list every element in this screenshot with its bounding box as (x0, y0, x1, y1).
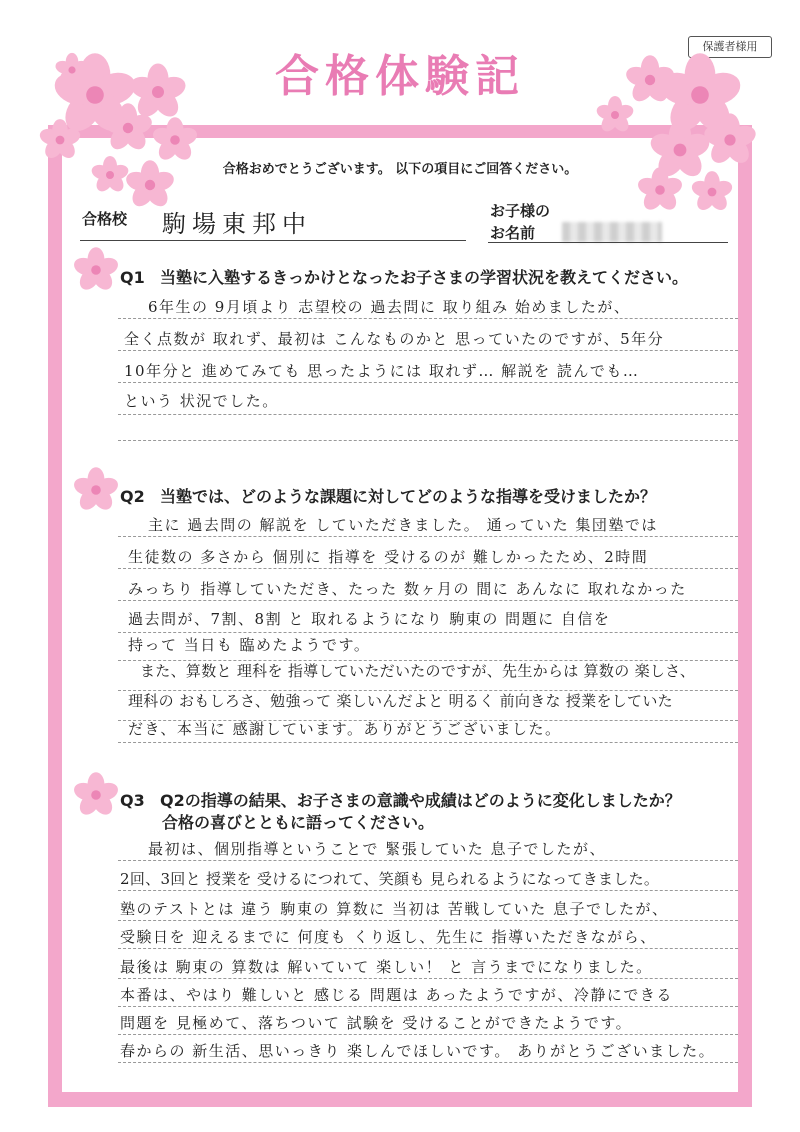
school-underline (80, 240, 466, 241)
q3-question-line-2: 合格の喜びとともに語ってください。 (162, 813, 435, 832)
q3-answer-line: 受験日を 迎えるまでに 何度も くり返し、先生に 指導いただきながら、 (120, 928, 657, 946)
q3-rule-6 (118, 1006, 738, 1007)
q2-number: Q2 (120, 487, 145, 506)
q3-number: Q3 (120, 791, 145, 810)
q2-rule-1 (118, 536, 738, 537)
q1-rule-2 (118, 350, 738, 351)
q3-question-text: Q2の指導の結果、お子さまの意識や成績はどのように変化しましたか？ (160, 791, 681, 810)
q2-rule-3 (118, 600, 738, 601)
q2-answer-line: また、算数と 理科を 指導していただいたのですが、先生からは 算数の 楽しさ、 (140, 662, 696, 680)
intro-text: 合格おめでとうございます。 以下の項目にご回答ください。 (222, 162, 578, 177)
q3-answer-line: 最初は、個別指導ということで 緊張していた 息子でしたが、 (148, 840, 607, 858)
q1-answer-line: 全く点数が 取れず、最初は こんなものかと 思っていたのですが、5年分 (124, 330, 665, 348)
q2-answer-line: みっちり 指導していただき、たった 数ヶ月の 間に あんなに 取れなかった (128, 580, 687, 598)
q3-rule-7 (118, 1034, 738, 1035)
q2-answer-line: 持って 当日も 臨めたようです。 (128, 636, 371, 654)
school-value: 駒場東邦中 (162, 210, 312, 238)
q3-rule-4 (118, 948, 738, 949)
audience-tag: 保護者様用 (688, 36, 772, 58)
q1-answer-line: という 状況でした。 (124, 392, 279, 410)
q3-answer-line: 本番は、やはり 難しいと 感じる 問題は あったようですが、冷静にできる (120, 986, 673, 1004)
q2-rule-4 (118, 632, 738, 633)
q2-answer-line: 過去問が、7割、8割 と 取れるようになり 駒東の 問題に 自信を (128, 610, 611, 628)
q2-rule-8 (118, 742, 738, 743)
q1-answer-line: 6年生の 9月頃より 志望校の 過去問に 取り組み 始めましたが、 (148, 298, 631, 316)
child-name-label-2: お名前 (490, 224, 536, 242)
q1-rule-3 (118, 382, 738, 383)
q3-rule-1 (118, 860, 738, 861)
q1-question-text: 当塾に入塾するきっかけとなったお子さまの学習状況を教えてください。 (160, 268, 689, 287)
q1-question (120, 265, 688, 288)
q3-rule-3 (118, 920, 738, 921)
school-label: 合格校 (82, 210, 128, 228)
q3-answer-line: 問題を 見極めて、落ちついて 試験を 受けることができたようです。 (120, 1014, 633, 1032)
q1-rule-1 (118, 318, 738, 319)
q3-question (120, 788, 681, 811)
q3-answer-line: 春からの 新生活、思いっきり 楽しんでほしいです。 ありがとうございました。 (120, 1042, 716, 1060)
child-name-underline (488, 242, 728, 243)
q3-answer-line: 最後は 駒東の 算数は 解いていて 楽しい！ と 言うまでになりました。 (120, 958, 653, 976)
q2-answer-line: 主に 過去問の 解説を していただきました。 通っていた 集団塾では (148, 516, 658, 534)
q2-answer-line: 理科の おもしろさ、勉強って 楽しいんだよと 明るく 前向きな 授業をしていた (128, 692, 673, 710)
q2-question (120, 484, 656, 507)
q2-answer-line: だき、本当に 感謝しています。ありがとうございました。 (128, 720, 562, 738)
q3-answer-line: 塾のテストとは 違う 駒東の 算数に 当初は 苦戦していた 息子でしたが、 (120, 900, 669, 918)
page-title: 合格体験記 (275, 51, 525, 102)
q3-rule-2 (118, 890, 738, 891)
q1-number: Q1 (120, 268, 145, 287)
q2-answer-line: 生徒数の 多さから 個別に 指導を 受けるのが 難しかったため、2時間 (128, 548, 649, 566)
q3-rule-8 (118, 1062, 738, 1063)
q1-rule-5 (118, 440, 738, 441)
child-name-label-1: お子様の (490, 202, 551, 220)
q1-rule-4 (118, 414, 738, 415)
q2-rule-2 (118, 568, 738, 569)
q1-answer-line: 10年分と 進めてみても 思ったようには 取れず… 解説を 読んでも… (124, 362, 640, 380)
child-name-redacted (562, 222, 662, 242)
q3-rule-5 (118, 978, 738, 979)
q3-answer-line: 2回、3回と 授業を 受けるにつれて、笑顔も 見られるようになってきました。 (120, 870, 660, 888)
q2-question-text: 当塾では、どのような課題に対してどのような指導を受けましたか？ (160, 487, 657, 506)
